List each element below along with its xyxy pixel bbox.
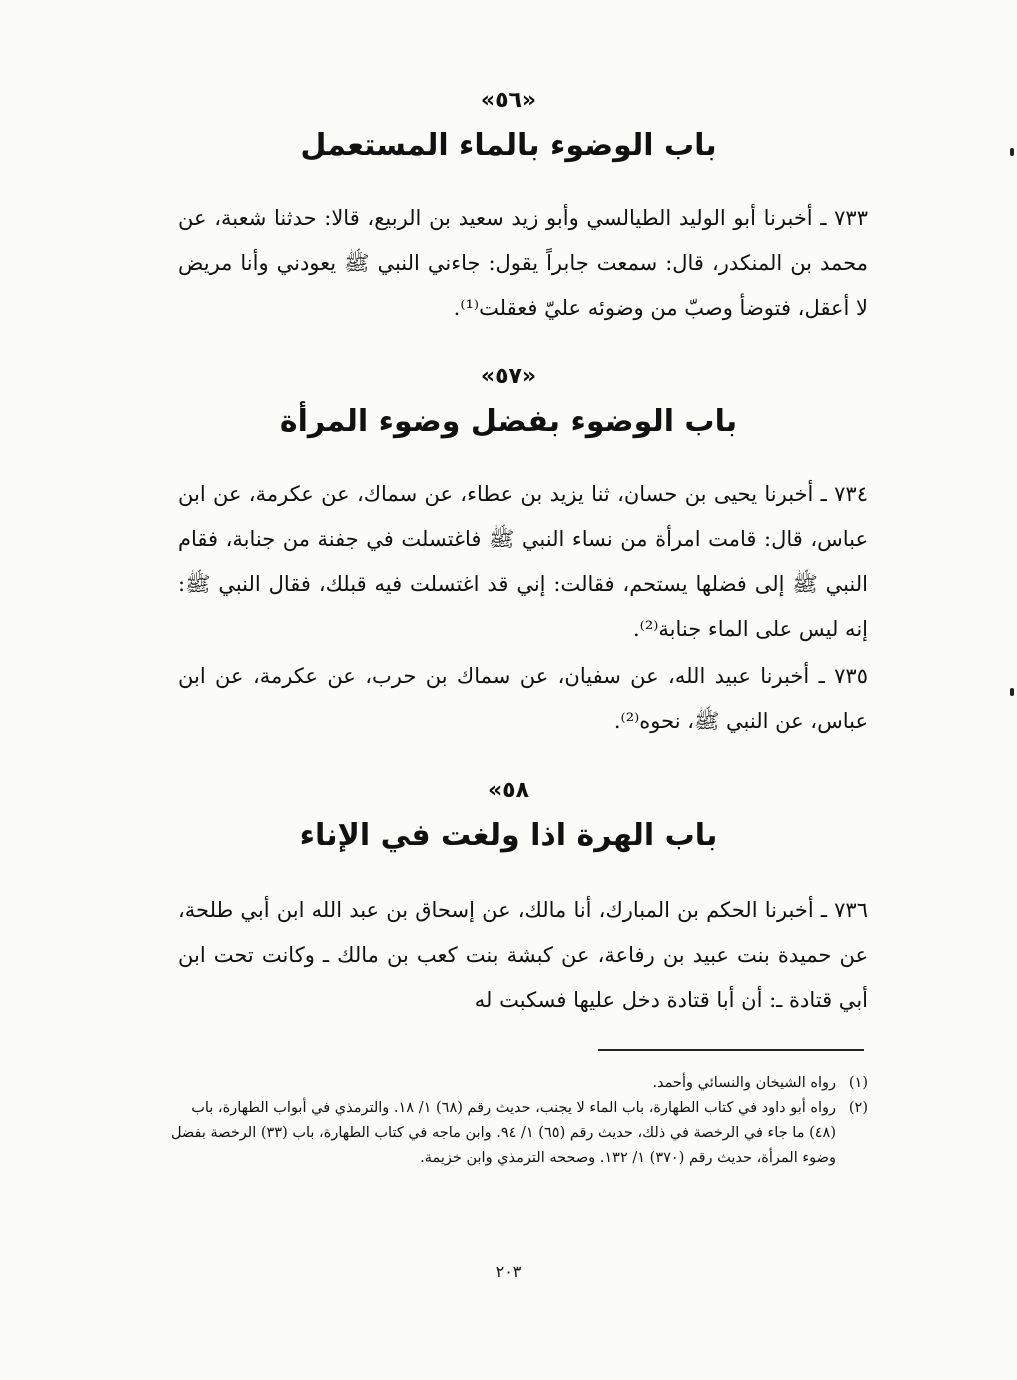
hadith-text: ٧٣٥ ـ أخبرنا عبيد الله، عن سفيان، عن سماك بن حرب، عن عكرمة، عن ابن عباس، عن النبي ﷺ، نحوه⁽²⁾. — [178, 664, 868, 733]
hadith-paragraph — [178, 196, 868, 331]
footnote-divider — [598, 1049, 864, 1051]
section-title: باب الوضوء بالماء المستعمل — [300, 128, 717, 163]
footnote — [168, 1096, 868, 1171]
hadith-text: ٧٣٣ ـ أخبرنا أبو الوليد الطيالسي وأبو زيد سعيد بن الربيع، قالا: حدثنا شعبة، عن محمد بن المنكدر، قال: سمعت جابراً يقول: جاءني النبي ﷺ يعودني وأنا مريض لا أعقل، فتوضأ وصبّ من وضوئه عليّ فعقلت⁽¹⁾. — [178, 206, 868, 320]
footnotes — [168, 1071, 868, 1171]
hadith-text: ٧٣٤ ـ أخبرنا يحيى بن حسان، ثنا يزيد بن عطاء، عن سماك، عن عكرمة، عن ابن عباس، قال: قامت امرأة من نساء النبي ﷺ فاغتسلت في جفنة من جنابة، فقام النبي ﷺ إلى فضلها يستحم، فقالت: إني قد اغتسلت فيه قبلك، فقال النبي ﷺ: إنه ليس على الماء جنابة⁽²⁾. — [178, 482, 868, 641]
scan-edge-mark — [1010, 148, 1014, 156]
hadith-paragraph — [178, 654, 868, 744]
hadith-paragraph — [178, 472, 868, 652]
section-title: باب الوضوء بفضل وضوء المرأة — [279, 404, 738, 439]
page-number: ٢٠٣ — [495, 1262, 522, 1281]
footnote-text: رواه أبو داود في كتاب الطهارة، باب الماء لا يجنب، حديث رقم (٦٨) ١/ ١٨. والترمذي في أبواب الطهارة، باب (٤٨) ما جاء في الرخصة في ذلك، حديث رقم (٦٥) ١/ ٩٤. وابن ماجه في كتاب الطهارة، باب (٣٣) الرخصة بفضل وضوء المرأة، حديث رقم (٣٧٠) ١/ ١٣٢. وصححه الترمذي وابن خزيمة. — [170, 1100, 836, 1166]
section-number: «٥٦» — [480, 88, 537, 113]
footnote — [168, 1071, 868, 1096]
footnote-text: رواه الشيخان والنسائي وأحمد. — [652, 1075, 836, 1091]
section-number: ٥٨» — [487, 778, 530, 803]
footnote-number: (٢) — [848, 1100, 868, 1116]
scan-edge-mark — [1010, 688, 1014, 696]
section-number: «٥٧» — [480, 364, 537, 389]
footnote-number: (١) — [848, 1075, 868, 1091]
section-title: باب الهرة اذا ولغت في الإناء — [299, 818, 718, 853]
hadith-paragraph — [178, 888, 868, 1023]
hadith-text: ٧٣٦ ـ أخبرنا الحكم بن المبارك، أنا مالك، عن إسحاق بن عبد الله ابن أبي طلحة، عن حميدة بنت عبيد بن رفاعة، عن كبشة بنت كعب بن مالك ـ وكانت تحت ابن أبي قتادة ـ: أن أبا قتادة دخل عليها فسكبت له — [178, 898, 868, 1012]
